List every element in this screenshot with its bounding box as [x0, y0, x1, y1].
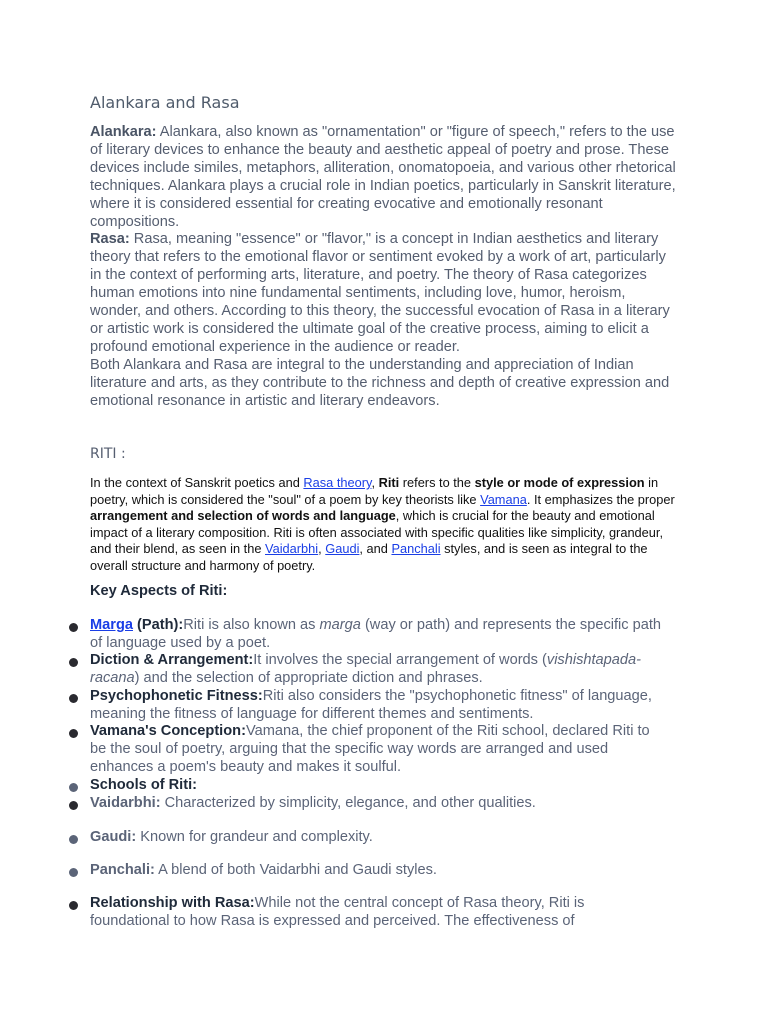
alankara-text: Alankara, also known as "ornamentation" or "figure of speech," refers to the use of literary devices to enhance the beauty and aesthetic appeal of poetry and prose. These devices include similes, metaphors, alliteration, onomatopoeia, and various other rhetorical techniques. Alankara plays a crucial role in Indian poetics, particularly in Sanskrit literature, where it is considered essential for creating evocative and emotionally resonant compositions. — [90, 124, 676, 230]
arrangement-bold: arrangement and selection of words and language — [90, 508, 396, 524]
bullet-icon — [69, 835, 78, 844]
riti-text: refers to the — [399, 475, 475, 490]
bullet-icon — [69, 658, 78, 667]
riti-text: , and — [359, 541, 392, 557]
item-text: It involves the special arrangement of words ( — [253, 652, 547, 668]
marga-italic: marga — [319, 617, 361, 633]
rasa-text: Rasa, meaning "essence" or "flavor," is a concept in Indian aesthetics and literary theory that refers to the emotional flavor or sentiment evoked by a work of art, particularly in the context of performing arts, literature, and poetry. The theory of Rasa categorizes human emotions into nine fundamental sentiments, including love, humor, heroism, wonder, and others. According to this theory, the successful evocation of Rasa in a literary or artistic work is considered the ultimate goal of the creative process, aiming to elicit a profound emotional experience in the audience or reader. — [90, 231, 670, 355]
diction-label: Diction & Arrangement: — [90, 652, 254, 668]
alankara-paragraph — [90, 124, 678, 231]
list-item-diction — [90, 652, 665, 688]
list-item-relationship — [90, 895, 665, 931]
bullet-icon — [69, 868, 78, 877]
bullet-icon — [69, 901, 78, 910]
bullet-icon — [69, 623, 78, 632]
item-text: Vamana, the chief proponent of the Riti school, declared Riti to be the soul of poetry, arguing that the specific way words are arranged and used enhances a poem's beauty and makes it soulful. — [90, 723, 650, 775]
both-paragraph: Both Alankara and Rasa are integral to the understanding and appreciation of Indian literature and arts, as they contribute to the richness and depth of creative expression and emotional resonance in artistic and literary endeavors. — [90, 356, 670, 409]
riti-bold: Riti — [378, 475, 400, 490]
item-text: ) and the selection of appropriate diction and phrases. — [134, 669, 483, 686]
vaidarbhi-label: Vaidarbhi: — [90, 795, 161, 811]
item-text: While not the central concept of Rasa theory, Riti is foundational to how Rasa is expressed and perceived. The effectiveness of — [90, 895, 585, 929]
intro-section — [90, 124, 678, 411]
riti-text: , which is crucial for the beauty and emotional impact of a literary composition. Riti is often associated with specific qualities like simplicity, grandeur, and their blend, as seen in the — [90, 508, 664, 557]
vamana-label: Vamana's Conception: — [90, 723, 246, 739]
riti-text: , — [318, 541, 326, 557]
schools-label: Schools of Riti: — [90, 777, 198, 793]
riti-text: styles, and is seen as integral to the overall structure and harmony of poetry. — [90, 541, 648, 573]
rasa-label: Rasa: — [90, 231, 130, 248]
relationship-label: Relationship with Rasa: — [90, 895, 255, 911]
riti-paragraph — [90, 475, 680, 575]
riti-text: . It emphasizes the proper — [526, 491, 675, 507]
list-item-panchali — [90, 862, 665, 880]
style-bold: style or mode of expression — [474, 475, 645, 490]
alankara-label: Alankara: — [90, 124, 157, 140]
marga-link[interactable]: Marga — [90, 617, 133, 633]
bullet-icon — [69, 801, 78, 810]
psycho-label: Psychophonetic Fitness: — [90, 688, 263, 704]
list-item-psychophonetic — [90, 688, 665, 724]
riti-text: in poetry, which is considered the "soul" of a poem by key theorists like — [90, 475, 659, 507]
gaudi-label: Gaudi: — [90, 829, 137, 845]
list-item-gaudi — [90, 829, 665, 847]
item-text: A blend of both Vaidarbhi and Gaudi styles. — [154, 862, 437, 878]
gaudi-link[interactable]: Gaudi — [325, 541, 360, 557]
item-text: Known for grandeur and complexity. — [136, 829, 373, 845]
vamana-link[interactable]: Vamana — [480, 491, 527, 507]
marga-label: (Path): — [132, 617, 184, 633]
item-text: Riti also considers the "psychophonetic fitness" of language, meaning the fitness of language for different themes and sentiments. — [90, 688, 652, 722]
vaidarbhi-link[interactable]: Vaidarbhi — [265, 541, 319, 557]
page-title: Alankara and Rasa — [90, 93, 240, 112]
rasa-paragraph — [90, 231, 678, 356]
list-item-marga — [90, 617, 665, 653]
riti-text: In the context of Sanskrit poetics and — [90, 475, 304, 490]
item-text: Riti is also known as — [183, 617, 320, 633]
bullet-icon — [69, 694, 78, 703]
panchali-link[interactable]: Panchali — [391, 541, 441, 557]
diction-italic: vishishtapada-racana — [90, 652, 641, 686]
list-item-vaidarbhi — [90, 795, 665, 813]
item-text: (way or path) and represents the specific path of language used by a poet. — [90, 617, 662, 651]
panchali-label: Panchali: — [90, 862, 155, 878]
key-aspects-heading: Key Aspects of Riti: — [90, 583, 228, 599]
list-item-vamana — [90, 723, 665, 777]
bullet-icon — [69, 783, 78, 792]
bullet-icon — [69, 729, 78, 738]
item-text: Characterized by simplicity, elegance, and other qualities. — [160, 795, 536, 811]
list-item-schools — [90, 777, 665, 795]
riti-text: , — [371, 475, 379, 490]
rasa-theory-link[interactable]: Rasa theory — [303, 475, 372, 490]
riti-heading: RITI : — [90, 446, 126, 462]
